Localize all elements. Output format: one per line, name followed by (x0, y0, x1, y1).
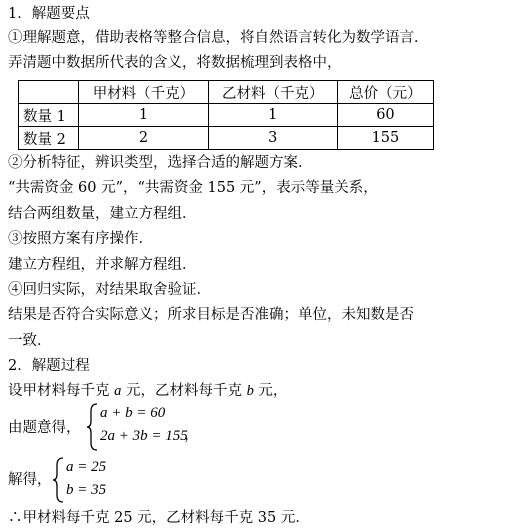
table-cell: 3 (208, 127, 337, 150)
table-cell: 155 (337, 127, 433, 150)
table-cell: 1 (79, 104, 208, 127)
table-header-cell (19, 81, 79, 104)
left-brace-icon (86, 403, 100, 451)
solution-1: a = 25 (66, 459, 107, 475)
table-row-label: 数量 1 (19, 104, 79, 127)
step2-detail-2: 结合两组数量，建立方程组． (8, 206, 197, 222)
step4-detail-2: 一致． (8, 333, 52, 349)
step4-text: ④回归实际，对结果取舍验证． (8, 282, 211, 298)
table-header-cell: 乙材料（千克） (208, 81, 337, 104)
step1-detail: 弄清题中数据所代表的含义，将数据梳理到表格中， (8, 55, 342, 71)
step3-detail: 建立方程组，并求解方程组． (8, 257, 197, 273)
table-header-cell: 总价（元） (337, 81, 433, 104)
setup-line (8, 381, 287, 401)
equation-2: 2a + 3b = 155 (100, 428, 188, 444)
table-header-cell: 甲材料（千克） (79, 81, 208, 104)
given-label: 由题意得， (8, 420, 81, 436)
conclusion: ∴甲材料每千克 25 元，乙材料每千克 35 元． (8, 510, 310, 526)
table-row (19, 127, 434, 150)
solve-label: 解得， (8, 472, 52, 488)
step2-text: ②分析特征，辨识类型，选择合适的解题方案． (8, 155, 313, 171)
setup-mid: 元，乙材料每千克 (121, 383, 247, 399)
step3-text: ③按照方案有序操作． (8, 231, 153, 247)
solution-2: b = 35 (66, 482, 107, 498)
step2-detail-1: “共需资金 60 元”，“共需资金 155 元”，表示等量关系， (8, 180, 378, 196)
table-header-row (19, 81, 434, 104)
left-brace-icon (52, 457, 66, 503)
variable-a: a (114, 383, 122, 399)
table-row-label: 数量 2 (19, 127, 79, 150)
variable-b: b (246, 383, 254, 399)
data-table (18, 80, 434, 150)
table-cell: 2 (79, 127, 208, 150)
step1-text: ①理解题意，借助表格等整合信息，将自然语言转化为数学语言． (8, 30, 429, 46)
equation-1: a + b = 60 (100, 405, 166, 421)
equation-end: ， (184, 427, 200, 443)
section1-title: 1．解题要点 (8, 6, 90, 22)
setup-suffix: 元， (253, 383, 288, 399)
section2-title: 2．解题过程 (8, 358, 90, 374)
table-cell: 1 (208, 104, 337, 127)
table-cell: 60 (337, 104, 433, 127)
step4-detail-1: 结果是否符合实际意义；所求目标是否准确；单位，未知数是否 (8, 307, 414, 323)
table-row (19, 104, 434, 127)
setup-prefix: 设甲材料每千克 (8, 383, 115, 399)
